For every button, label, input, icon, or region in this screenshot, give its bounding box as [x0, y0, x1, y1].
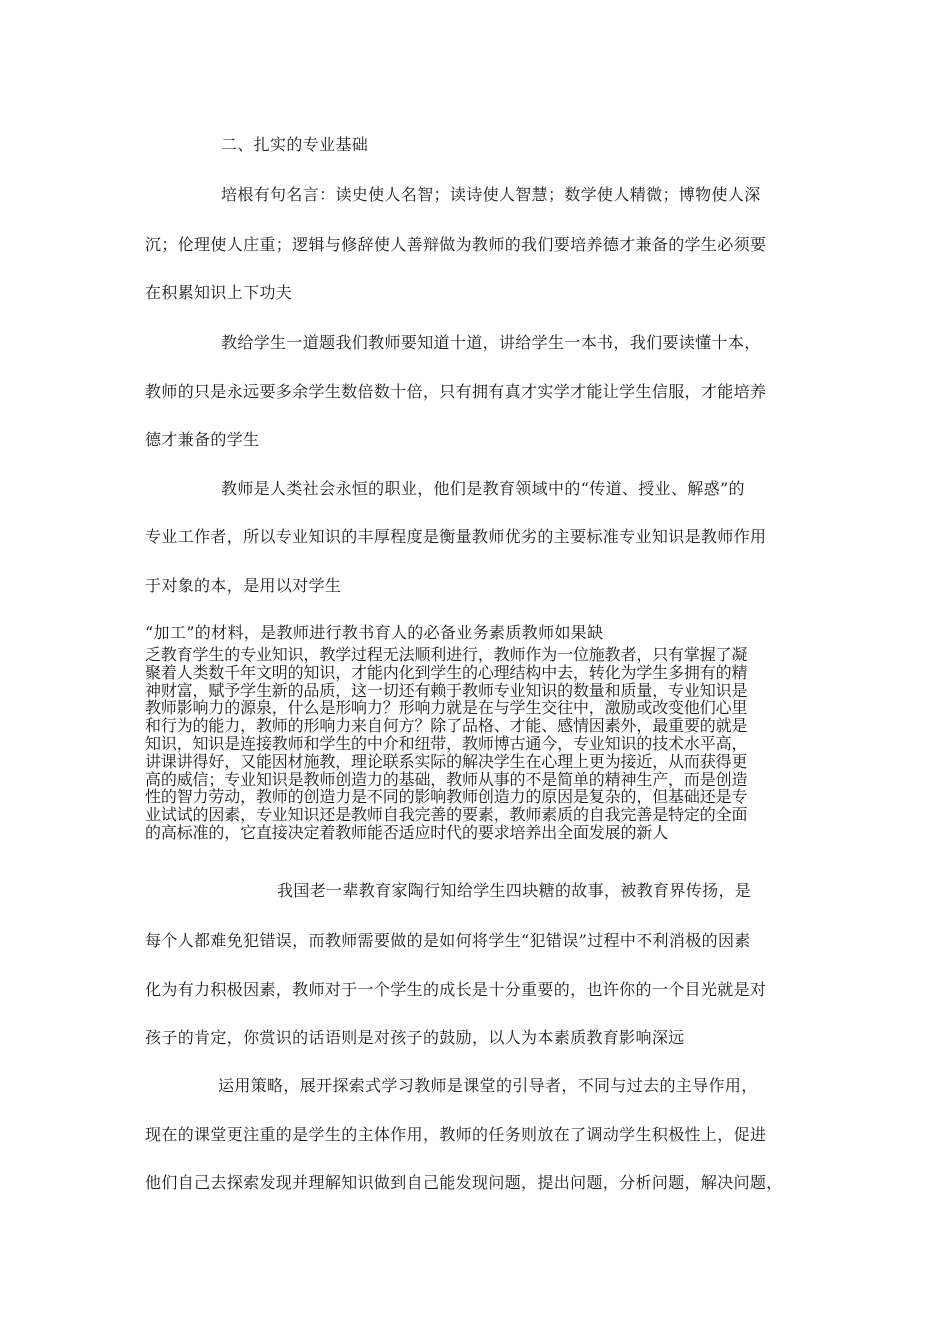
- paragraph-line: 乏教育学生的专业知识，教学过程无法顺利进行，教师作为一位施教者，只有掌握了凝: [145, 645, 748, 664]
- paragraph-line: 讲课讲得好，又能因材施教，理论联系实际的解决学生在心理上更为接近，从而获得更: [145, 751, 748, 771]
- paragraph-line: 现在的课堂更注重的是学生的主体作用，教师的任务则放在了调动学生积极性上，促进: [145, 1125, 767, 1144]
- paragraph-line: 专业工作者，所以专业知识的丰厚程度是衡量教师优劣的主要标准专业知识是教师作用: [145, 527, 767, 546]
- paragraph-line: 教师的只是永远要多余学生数倍数十倍，只有拥有真才实学才能让学生信服，才能培养: [145, 382, 767, 401]
- paragraph-line: 培根有句名言：读史使人名智；读诗使人智慧；数学使人精微；博物使人深: [221, 185, 761, 204]
- paragraph-line: 神财富，赋予学生新的品质，这一切还有赖于教师专业知识的数量和质量，专业知识是: [145, 680, 748, 700]
- paragraph-line: 知识，知识是连接教师和学生的中介和纽带，教师博古通今，专业知识的技术水平高，: [145, 733, 748, 753]
- paragraph-line: 运用策略，展开探索式学习教师是课堂的引导者，不同与过去的主导作用，: [218, 1076, 758, 1095]
- paragraph-line: 教给学生一道题我们教师要知道十道，讲给学生一本书，我们要读懂十本，: [221, 333, 761, 352]
- paragraph-line: 的高标准的，它直接决定着教师能否适应时代的要求培养出全面发展的新人: [145, 822, 669, 842]
- paragraph-line: 和行为的能力，教师的形响力来自何方？除了品格、才能、感情因素外，最重要的就是: [145, 716, 748, 736]
- paragraph-line: “加工”的材料，是教师进行教书育人的必备业务素质教师如果缺: [145, 623, 604, 642]
- section-heading: 二、扎实的专业基础: [221, 135, 369, 154]
- paragraph-line: 德才兼备的学生: [145, 430, 260, 449]
- paragraph-line: 在积累知识上下功夫: [145, 283, 293, 302]
- paragraph-line: 他们自己去探索发现并理解知识做到自己能发现问题，提出问题，分析问题，解决问题，: [145, 1173, 783, 1192]
- dense-paragraph: [145, 646, 797, 842]
- paragraph-line: 沉；伦理使人庄重；逻辑与修辞使人善辩做为教师的我们要培养德才兼备的学生必须要: [145, 235, 767, 254]
- paragraph-line: 教师是人类社会永恒的职业，他们是教育领域中的“传道、授业、解惑”的: [221, 479, 745, 498]
- paragraph-line: 业试试的因素，专业知识还是教师自我完善的要素，教师素质的自我完善是特定的全面: [145, 805, 748, 825]
- paragraph-line: 教师影响力的源泉，什么是形响力？形响力就是在与学生交往中，激励或改变他们心里: [145, 698, 748, 718]
- paragraph-line: 我国老一辈教育家陶行知给学生四块糖的故事，被教育界传扬，是: [277, 881, 752, 900]
- paragraph-line: 性的智力劳动，教师的创造力是不同的影响教师创造力的原因是复杂的，但基础还是专: [145, 787, 748, 807]
- paragraph-line: 高的威信；专业知识是教师创造力的基础，教师从事的不是简单的精神生产，而是创造: [145, 769, 748, 789]
- paragraph-line: 孩子的肯定，你赏识的话语则是对孩子的鼓励，以人为本素质教育影响深远: [145, 1028, 685, 1047]
- paragraph-line: 于对象的本，是用以对学生: [145, 576, 342, 595]
- paragraph-line: 聚着人类数千年文明的知识，才能内化到学生的心理结构中去，转化为学生多拥有的精: [145, 662, 748, 682]
- paragraph-line: 每个人都难免犯错误，而教师需要做的是如何将学生“犯错误”过程中不利消极的因素: [145, 931, 751, 950]
- paragraph-line: 化为有力积极因素，教师对于一个学生的成长是十分重要的，也许你的一个目光就是对: [145, 980, 767, 999]
